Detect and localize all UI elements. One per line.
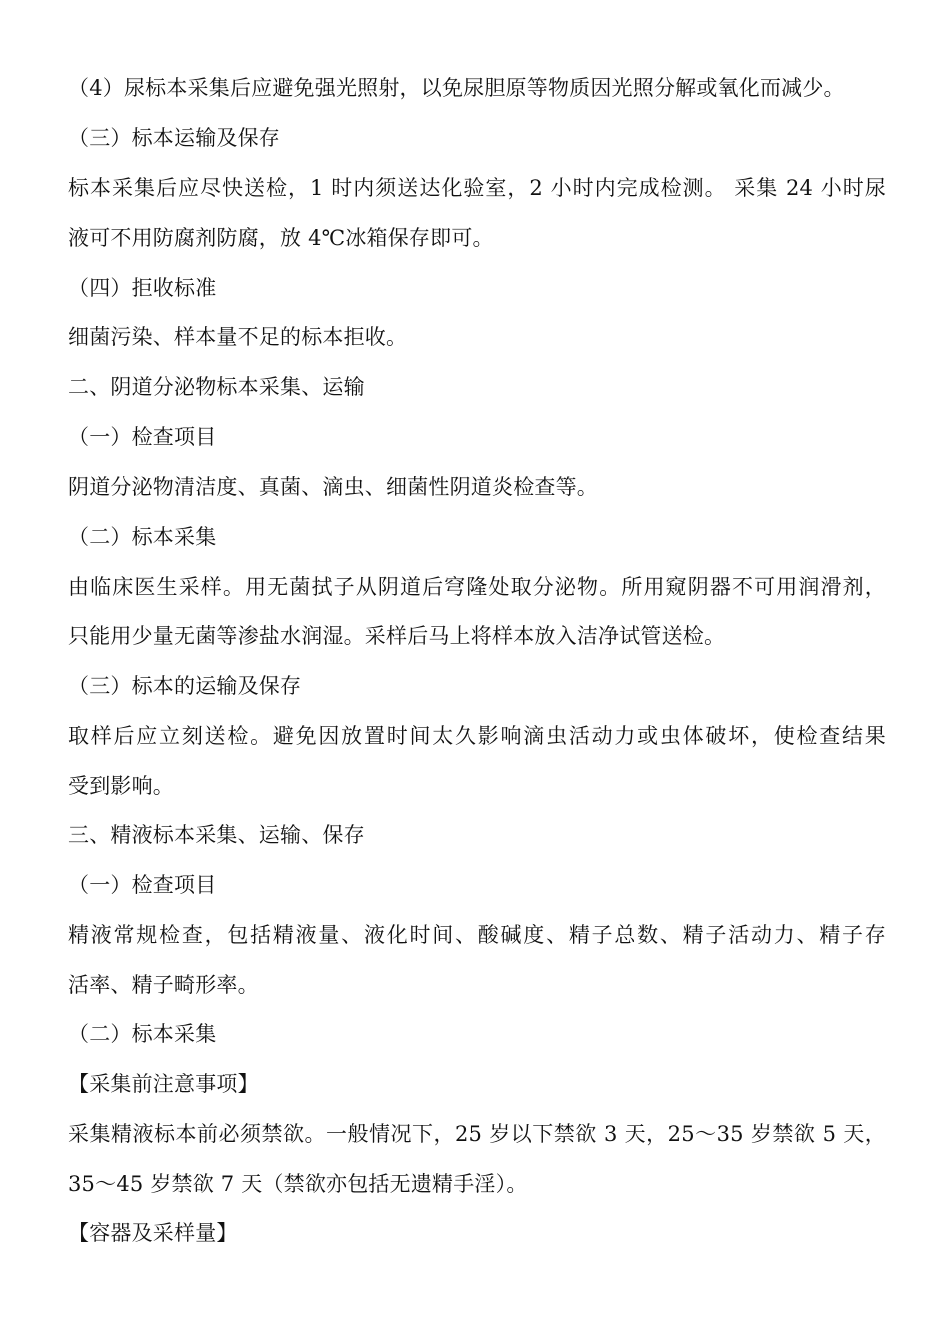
subheading-sample-collection: （二）标本采集 xyxy=(68,1022,217,1046)
paragraph-line: 由临床医生采样。用无菌拭子从阴道后穹隆处取分泌物。所用窥阴器不可用润滑剂， xyxy=(68,575,886,599)
paragraph-line: 阴道分泌物清洁度、真菌、滴虫、细菌性阴道炎检查等。 xyxy=(68,475,598,499)
paragraph-line: 活率、精子畸形率。 xyxy=(68,973,259,997)
subheading-test-items: （一）检查项目 xyxy=(68,873,217,897)
paragraph-line: 标本采集后应尽快送检，1 时内须送达化验室，2 小时内完成检测。 采集 24 小时尿 xyxy=(68,176,886,200)
paragraph-line: 35～45 岁禁欲 7 天（禁欲亦包括无遗精手淫）。 xyxy=(68,1172,528,1196)
paragraph-line: 只能用少量无菌等渗盐水润湿。采样后马上将样本放入洁净试管送检。 xyxy=(68,624,726,648)
list-item-urine-light: （4）尿标本采集后应避免强光照射，以免尿胆原等物质因光照分解或氧化而减少。 xyxy=(68,76,845,100)
subheading-sample-collection: （二）标本采集 xyxy=(68,525,217,549)
subheading-transport-storage: （三）标本的运输及保存 xyxy=(68,674,302,698)
paragraph-line: 受到影响。 xyxy=(68,774,174,798)
bracket-heading-container-volume: 【容器及采样量】 xyxy=(68,1221,238,1245)
paragraph-line: 取样后应立刻送检。避免因放置时间太久影响滴虫活动力或虫体破坏，使检查结果 xyxy=(68,724,886,748)
bracket-heading-precautions: 【采集前注意事项】 xyxy=(68,1072,259,1096)
paragraph-line: 液可不用防腐剂防腐，放 4℃冰箱保存即可。 xyxy=(68,226,494,250)
section-heading-semen: 三、精液标本采集、运输、保存 xyxy=(68,823,365,847)
subheading-transport-storage: （三）标本运输及保存 xyxy=(68,126,280,150)
subheading-rejection-criteria: （四）拒收标准 xyxy=(68,276,217,300)
paragraph-line: 采集精液标本前必须禁欲。一般情况下，25 岁以下禁欲 3 天，25～35 岁禁欲 5 天， xyxy=(68,1122,886,1146)
section-heading-vaginal: 二、阴道分泌物标本采集、运输 xyxy=(68,375,365,399)
paragraph-line: 精液常规检查，包括精液量、液化时间、酸碱度、精子总数、精子活动力、精子存 xyxy=(68,923,886,947)
subheading-test-items: （一）检查项目 xyxy=(68,425,217,449)
paragraph-line: 细菌污染、样本量不足的标本拒收。 xyxy=(68,325,408,349)
